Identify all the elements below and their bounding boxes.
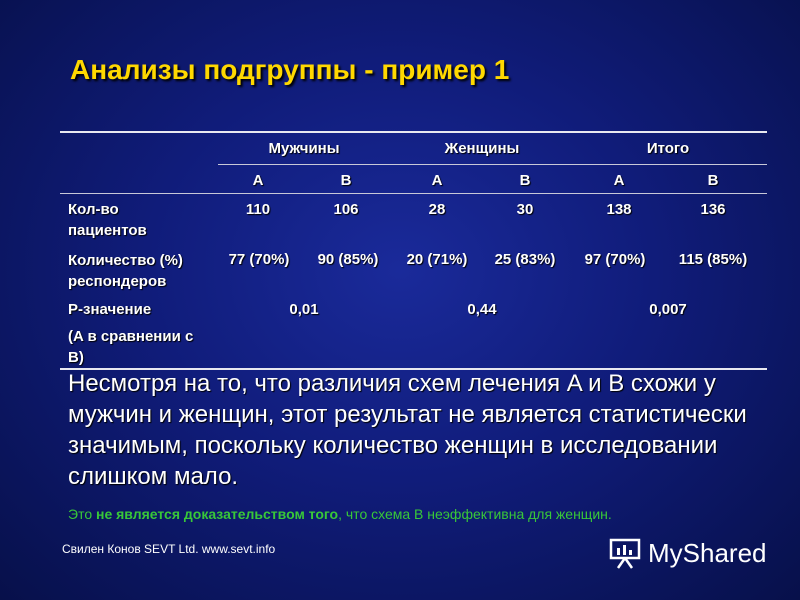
table-cell: 115 (85%) bbox=[678, 251, 748, 268]
table-cell: 77 (70%) bbox=[228, 251, 290, 268]
header-women: Женщины bbox=[444, 140, 520, 157]
table-cell: 106 bbox=[333, 201, 359, 218]
subheader-men-a: A bbox=[252, 172, 264, 189]
logo-text: MyShared bbox=[648, 537, 767, 568]
subheader-underline bbox=[60, 193, 767, 194]
subheader-men-b: B bbox=[340, 172, 352, 189]
table-cell: 25 (83%) bbox=[494, 251, 556, 268]
myshared-logo bbox=[608, 536, 767, 570]
table-cell: 28 bbox=[428, 201, 446, 218]
subheader-women-a: A bbox=[431, 172, 443, 189]
header-men: Мужчины bbox=[268, 140, 340, 157]
footer-credit: Свилен Конов SEVT Ltd. www.sevt.info bbox=[62, 542, 276, 556]
table-cell: 30 bbox=[516, 201, 534, 218]
p-value-women: 0,44 bbox=[467, 301, 497, 318]
note-text bbox=[68, 506, 612, 522]
row-label-responders: Количество (%) респондеров bbox=[68, 252, 183, 290]
p-value-total: 0,007 bbox=[649, 301, 687, 318]
table-cell: 136 bbox=[700, 201, 726, 218]
table-top-rule bbox=[60, 131, 767, 133]
subheader-total-b: B bbox=[707, 172, 719, 189]
table-cell: 20 (71%) bbox=[406, 251, 468, 268]
row-sublabel-p-value: (A в сравнении с B) bbox=[68, 328, 194, 366]
p-value-men: 0,01 bbox=[289, 301, 319, 318]
table-cell: 110 bbox=[245, 201, 271, 218]
table-cell: 90 (85%) bbox=[317, 251, 379, 268]
table-cell: 97 (70%) bbox=[584, 251, 646, 268]
subheader-women-b: B bbox=[519, 172, 531, 189]
header-underline bbox=[218, 164, 767, 165]
slide-title: Анализы подгруппы - пример 1 bbox=[70, 54, 510, 85]
row-label-patients: Кол-во пациентов bbox=[68, 201, 147, 239]
conclusion-text: Несмотря на то, что различия схем лечения A и B схожи у мужчин и женщин, этот результат не является статистически значимым, поскольку количество женщин в исследовании слишком мало. bbox=[68, 370, 747, 490]
row-label-p-value: P-значение bbox=[68, 301, 152, 318]
subheader-total-a: A bbox=[613, 172, 625, 189]
note-suffix: , что схема B неэффективна для женщин. bbox=[338, 506, 612, 522]
note-emphasis: не является доказательством того bbox=[96, 506, 339, 522]
presentation-board-icon bbox=[608, 536, 642, 570]
table-cell: 138 bbox=[606, 201, 632, 218]
note-prefix: Это bbox=[68, 506, 96, 522]
header-total: Итого bbox=[646, 140, 690, 157]
